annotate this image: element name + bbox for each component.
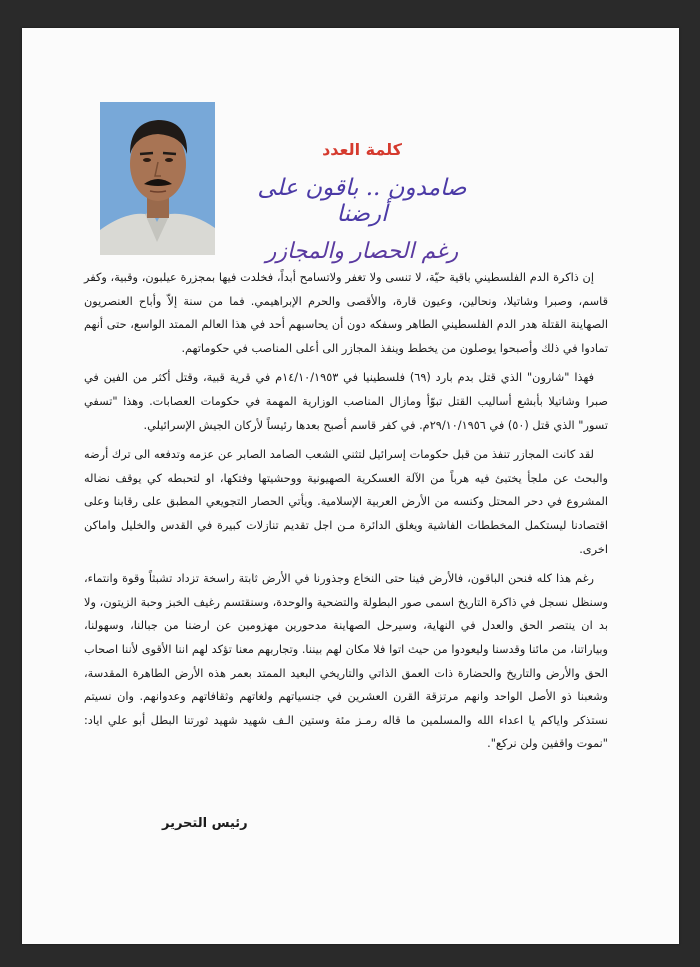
document-page	[22, 28, 679, 944]
portrait-image	[100, 102, 215, 255]
article-subtitle: رغم الحصار والمجازر	[265, 239, 459, 264]
editor-signature: رئيس التحرير	[162, 816, 248, 831]
paragraph-4: رغم هذا كله فنحن الباقون، فالأرض فينا حتى النخاع وجذورنا في الأرض ثابتة راسخة تزداد تشبثاً وقوة وانتماء، وسنظل نسجل في ذاكرة التاريخ اسمى صور البطولة والتضحية والوحدة، وسنقتسم رغيف الخبز وحبة الزيتون، ولا بد ان ينتصر الحق والعدل في النهاية، وسيرحل الصهاينة مدحورين مهزومين عن ارضنا من جبالنا، وسهولنا، وبياراتنا، من مائنا وقدسنا وليعودوا من حيث اتوا فلا مكان لهم بيننا. وتجاربهم معنا تؤكد لهم اننا الأقوى لأننا اصحاب الحق والأرض والتاريخ والحضارة ذات العمق الذاتي والتاريخي البعيد الممتد بعمر هذه الأرض الطاهرة المقدسة، وشعبنا ذو الأصل الواحد وانهم مرتزقة القرن العشرين في جنسياتهم ولغاتهم وثقافاتهم وعدوانهم. وان نسيتم نستذكر واياكم يا اعداء الله والمسلمين ما قاله رمـز مئة وستين الـف شهيد شهيد ثورتنا البطل أبو علي اياد: "نموت واقفين ولن نركع".	[84, 572, 608, 751]
article-body	[84, 266, 608, 762]
section-kicker: كلمة العدد	[322, 140, 402, 159]
author-photo	[100, 102, 215, 255]
article-title: صامدون .. باقون على أرضنا	[257, 175, 467, 227]
paragraph-3: لقد كانت المجازر تنفذ من قبل حكومات إسرائيل لتثني الشعب الصامد الصابر عن عزمه وتدفعه الى ترك أرضه والبحث عن ملجأ يختبئ فيه هرباً من الآلة العسكرية الصهيونية ووحشيتها وفتكها، او لتحبطه كي يوقف نضاله المشروع في دحر المحتل وكنسه من الأرض العربية الإسلامية. ويأتي الحصار التجويعي المطبق على رقابنا وعلى اقتصادنا ليستكمل المخططات الفاشية ويغلق الدائرة مـن اجل تقديم تنازلات كبيرة في القدس والخليل واماكن اخرى.	[84, 448, 608, 556]
article-header	[232, 132, 492, 264]
paragraph-2: فهذا "شارون" الذي قتل بدم بارد (٦٩) فلسطينيا في ١٤/١٠/١٩٥٣م في قرية قبية، وقتل أكثر من الفين في صبرا وشاتيلا بأبشع أساليب القتل تبوّأ ومازال المناصب الوزارية المهمة في حكومات العصابات. وهذا "تسفي تسور" الذي قتل (٥٠) في ٢٩/١٠/١٩٥٦م. في كفر قاسم أصبح بعدها رئيساً لأركان الجيش الإسرائيلي.	[84, 371, 608, 432]
paragraph-1: إن ذاكرة الدم الفلسطيني باقية حيّة، لا تنسى ولا تغفر ولاتسامح أبداً، فخلدت فيها بمجزرة عيلبون، وقبية، وكفر قاسم، وصبرا وشاتيلا، ونحالين، وعيون قارة، والأقصى والحرم الإبراهيمي. فما من سنة إلاّ وأباح العنصريون الصهاينة القتلة هدر الدم الفلسطيني الطاهر وسفكه دون أن يحاسبهم أحد في هذا العالم الممتد الواسع، حتى أنهم تمادوا في ذلك وأصبحوا يوصلون من يخطط وينفذ المجازر الى أعلى المناصب في حكوماتهم.	[84, 271, 608, 355]
